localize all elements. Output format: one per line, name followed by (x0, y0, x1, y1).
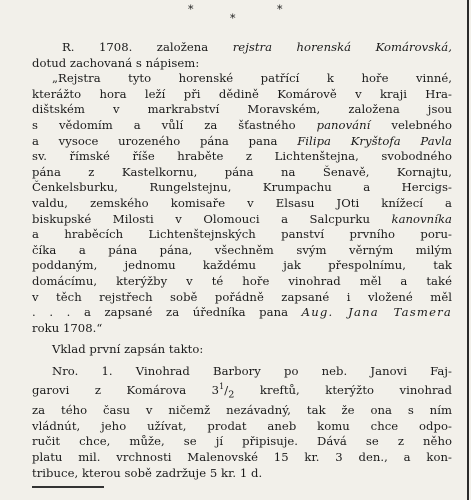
star-3: * (277, 3, 283, 16)
text-line (32, 134, 452, 150)
text-line: platu mil. vrchnosti Malenovské 15 kr. 3 den., a kon- (32, 450, 452, 465)
text-line (32, 212, 452, 228)
paragraph-first-entry-heading (32, 342, 452, 358)
page-edge-rule (467, 0, 469, 500)
star-2: * (230, 12, 236, 25)
body-text (32, 40, 452, 481)
text-line: vládnút, jeho užívat, prodat aneb komu chce odpo- (32, 418, 452, 433)
fraction-denominator: 2 (228, 389, 235, 401)
text-line (32, 40, 452, 56)
italic-name: Aug. Jana Tasmera (301, 305, 452, 320)
italic-name: Filipa Kryštofa Pavla (297, 133, 452, 148)
text-line: roku 1708.“ (32, 320, 103, 335)
text-span: . . . a zapsané za úředníka pana (32, 305, 302, 320)
text-line: kterážto hora leží při dědině Komárově v kraji Hra- (32, 86, 452, 101)
italic-title: rejstra horenská Komárovská, (232, 40, 452, 54)
paragraph-inscription (32, 71, 452, 336)
paragraph-intro (32, 40, 452, 71)
fraction-half (219, 382, 235, 401)
star-1: * (188, 3, 194, 16)
section-separator (0, 2, 471, 25)
text-line: valdu, zemského komisaře v Elsasu JOti knížecí a (32, 195, 452, 210)
text-line: poddaným, jednomu každému jak přespolnímu, tak (32, 258, 452, 273)
text-line: tribuce, kterou sobě zadržuje 5 kr. 1 d. (32, 465, 263, 480)
italic-term: kanovníka (391, 211, 452, 226)
text-line: „Rejstra tyto horenské patřící k hoře vinné, (52, 71, 452, 86)
text-line: a hraběcích Lichtenštejnských panství prvního poru- (32, 227, 452, 242)
text-span: a vysoce urozeného pána pana (32, 133, 298, 148)
text-line: Nro. 1. Vinohrad Barbory po neb. Janovi Faj- (52, 363, 452, 378)
text-line: sv. římské říše hraběte z Lichtenštejna, svobodného (32, 149, 452, 164)
text-line: ručit chce, může, se jí připisuje. Dává se z něho (32, 434, 452, 449)
paragraph-entry (32, 364, 452, 481)
text-line: v těch rejstřech sobě pořádně zapsané i vložené měl (32, 289, 452, 304)
text-line: za téhо času v ničemž nezávadný, tak že ona s ním (32, 403, 452, 418)
text-line (32, 118, 452, 134)
text-line (32, 305, 452, 321)
fraction-numerator: 1 (219, 382, 225, 392)
text-line: domácímu, kterýžby v té hoře vinohrad měl a také (32, 273, 452, 288)
text-line: dištském v markrabství Moravském, založena jsou (32, 102, 452, 117)
text-line: Čenkelsburku, Rungelstejnu, Krumpachu a Hercigs- (32, 180, 452, 195)
text-line: pána z Kastelkornu, pána na Šenavě, Kornajtu, (32, 164, 452, 179)
text-span: R. 1708. založena (62, 40, 233, 54)
text-line: číka a pána pána, všechněm svým věrným milým (32, 242, 452, 257)
text-span: kreftů, kterýžto vinohrad (234, 383, 452, 398)
italic-term: panování (316, 117, 371, 132)
footer-rule (32, 486, 104, 488)
text-line: Vklad první zapsán takto: (52, 342, 204, 357)
text-span: biskupské Milosti v Olomouci a Salcpurku (32, 211, 392, 226)
text-line (32, 379, 452, 403)
text-span: garovi z Komárova 3 (32, 383, 220, 398)
text-span: velebného (370, 117, 452, 132)
fraction-slash: / (224, 383, 229, 398)
text-span: s vědomím a vůlí za šťastného (32, 117, 317, 132)
text-line: dotud zachovaná s nápisem: (32, 55, 200, 70)
